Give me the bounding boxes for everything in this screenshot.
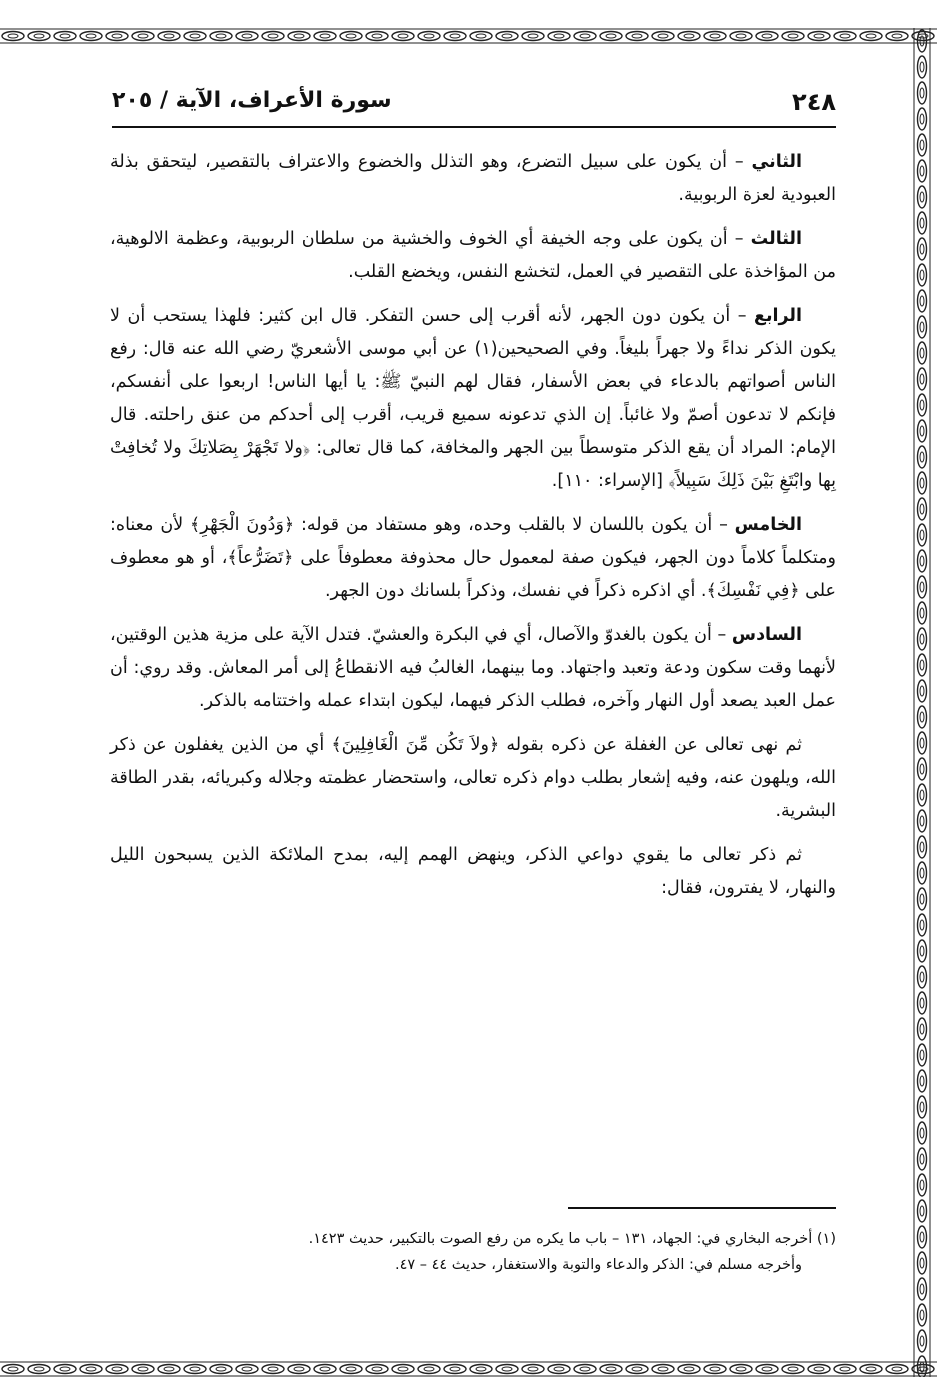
main-text: [110, 146, 836, 916]
top-ornament-border: [0, 28, 937, 44]
paragraph-fifth: [110, 509, 836, 608]
paragraph-text: – أن يكون بالغدوّ والآصال، أي في البكرة والعشيّ. فتدل الآية على مزية هذين الوقتين، لأنهما وقت سكون ودعة وتعبد واجتهاد. وما بينهما، الغالبُ فيه الانقطاعُ إلى أمر المعاش. وقد روي: أن عمل العبد يصعد أول النهار وآخره، فطلب الذكر فيهما، ليكون ابتداء عمله واختتامه بالذكر.: [110, 625, 836, 711]
footnote-1-continued: وأخرجه مسلم في: الذكر والدعاء والتوبة والاستغفار، حديث ٤٤ – ٤٧.: [394, 1257, 802, 1273]
right-ornament-border: [912, 28, 932, 1377]
paragraph-text: ثم نهى تعالى عن الغفلة عن ذكره بقوله ﴿ولاَ تَكُن مِّنَ الْغَافِلِينَ﴾ أي من الذين يغفلون عن ذكر الله، ويلهون عنه، وفيه إشعار بطلب دوام ذكره تعالى، واستحضار عظمته وجلاله وكبريائه، بقدر الطاقة البشرية.: [110, 735, 836, 821]
paragraph-angels: [110, 839, 836, 905]
paragraph-lead: الثالث: [750, 229, 802, 249]
paragraph-text: – أن يكون على وجه الخيفة أي الخوف والخشية من سلطان الربوبية، وعظمة الالوهية، من المؤاخذة على التقصير في العمل، لتخشع النفس، ويخضع القلب.: [110, 229, 836, 282]
paragraph-second: [110, 146, 836, 212]
paragraph-text: ثم ذكر تعالى ما يقوي دواعي الذكر، وينهض الهمم إليه، بمدح الملائكة الذين يسبحون الليل والنهار، لا يفترون، فقال:: [110, 845, 836, 898]
paragraph-text: – أن يكون باللسان لا بالقلب وحده، وهو مستفاد من قوله: ﴿وَدُونَ الْجَهْرِ﴾ لأن معناه: ومتكلماً كلاماً دون الجهر، فيكون صفة لمعمول حال محذوفة معطوفاً على ﴿تَضَرُّعاً﴾، أو هو معطوف على ﴿فِي نَفْسِكَ﴾. أي اذكره ذكراً في نفسك، وذكراً بلسانك دون الجهر.: [110, 515, 836, 601]
paragraph-heedlessness: [110, 729, 836, 828]
paragraph-third: [110, 223, 836, 289]
paragraph-fourth: [110, 300, 836, 498]
paragraph-sixth: [110, 619, 836, 718]
bottom-ornament-border: [0, 1361, 937, 1377]
page-header: [112, 82, 836, 132]
paragraph-text: – أن يكون على سبيل التضرع، وهو التذلل والخضوع والاعتراف بالتقصير، ليتحقق بذلة العبودية لعزة الربوبية.: [110, 152, 836, 205]
running-title: سورة الأعراف، الآية / ٢٠٥: [112, 88, 392, 113]
page-number: ٢٤٨: [792, 88, 836, 116]
paragraph-lead: الرابع: [754, 306, 802, 326]
footnote-rule: [568, 1207, 836, 1209]
paragraph-lead: الخامس: [734, 515, 802, 535]
header-rule: [112, 126, 836, 128]
paragraph-text: – أن يكون دون الجهر، لأنه أقرب إلى حسن التفكر. قال ابن كثير: فلهذا يستحب أن لا يكون الذكر نداءً ولا جهراً بليغاً. وفي الصحيحين(١) عن أبي موسى الأشعريّ رضي الله عنه قال: رفع الناس أصواتهم بالدعاء في بعض الأسفار، فقال لهم النبيّ ﷺ: يا أيها الناس! اربعوا على أنفسكم، فإنكم لا تدعون أصمّ ولا غائباً. إن الذي تدعونه سميع قريب، أقرب إلى أحدكم من عنق راحلته. قال الإمام: المراد أن يقع الذكر متوسطاً بين الجهر والمخافة، كما قال تعالى: ﴿ولا تَجْهَرْ بِصَلاتِكَ ولا تُخافِتْ بِها وابْتَغِ بَيْنَ ذَلِكَ سَبِيلاً﴾ [الإسراء: ١١٠].: [110, 306, 837, 491]
paragraph-lead: الثاني: [751, 152, 802, 172]
paragraph-lead: السادس: [731, 625, 802, 645]
footnote-1: (١) أخرجه البخاري في: الجهاد، ١٣١ – باب ما يكره من رفع الصوت بالتكبير، حديث ١٤٢٣.: [308, 1231, 836, 1247]
footnotes: [130, 1226, 836, 1278]
